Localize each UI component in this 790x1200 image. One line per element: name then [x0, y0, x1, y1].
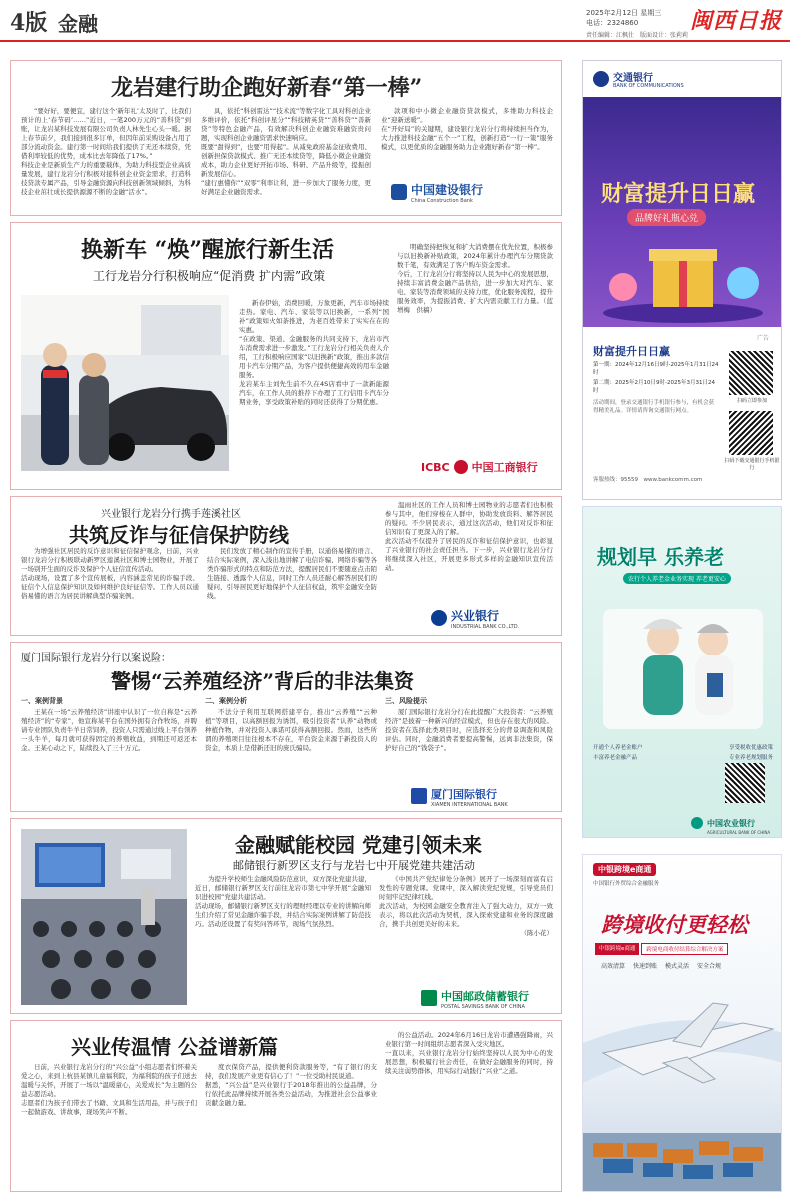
boc-feature: 模式灵活: [665, 963, 690, 970]
cib-logo: [431, 605, 519, 630]
masthead: [0, 0, 790, 42]
boc-feature: 安全合规: [697, 963, 722, 970]
psbc-logo: [421, 985, 529, 1010]
article-credit: （陈小花）: [520, 929, 553, 937]
abc-feature: 享受税收优惠政策: [728, 745, 773, 751]
article-column: [379, 875, 553, 979]
article-title: 龙岩建行助企跑好新春“第一棒”: [111, 75, 423, 101]
psbc-name: 中国邮政储蓄银行: [441, 990, 529, 1003]
article-title: 换新车 “焕”醒旅行新生活: [81, 237, 334, 263]
section-text: 厦门国际银行龙岩分行在此提醒广大投资者：“云养殖经济”是披着一种新兴的经营模式，但也存在很大的风险。投资者在选择此类项目时，应选择充分的背景调查和风险评估。同时，金融消费者要提高警惕，远离非法集资，保护好自己的“钱袋子”。: [385, 708, 553, 752]
boc-headline: 跨境收付更轻松: [601, 912, 748, 937]
article-column: 为提升学校师生金融风险防范意识，双方深化党建共建，近日，邮储银行新罗区支行前往龙岩市第七中学开展“金融知识进校园”党建共建活动。 活动现场，邮储银行新罗区支行的理财经理以专业的讲解向师生们介绍了常见金融诈骗手段，并结合实际案例讲解了防范技巧。活动还设置了有奖问答环节，现场气氛热烈。: [195, 875, 371, 928]
article-column: 度衣保贷产品，提供便利贷款服务等，“有了银行的支持，我们发展产业更有信心了！”一位受助村民说道。 据悉，“兴公益”是兴业银行于2018年推出的公益品牌，分行依托此品牌持续开展各类公益活动，为推进社会公益事业贡献金融力量。: [205, 1063, 377, 1107]
boc-badge: 中银跨境e商通: [593, 863, 656, 876]
article-column: 具，依托“科创雷达”“技术流”等数字化工具对科创企业多维评价，依托“科创评星分”“科技精英贷”“善科贷”“善新贷”等特色金融产品，有效解决科创企业融资难融资贵问题，实现科创企业融资需求快速响应。 既要“甜得到”，也要“用得起”。从减免政府基金征收费用、创新担保贷款模式、推广无还本续贷等，降低小微企业融资成本，助力企业更好开拓市场、科研、产品升级等，提振创新发展信心。 “建行惠懂你”“双零”利率让利，进一步加大了服务力度，更好满足企业融资需求。: [201, 107, 371, 196]
issue-meta: [586, 8, 661, 28]
ccb-logo-icon: [391, 184, 407, 200]
boc-ad: [582, 854, 782, 1192]
classroom-illustration: [21, 829, 187, 1005]
article-kicker: 兴业银行龙岩分行携手莲溪社区: [101, 509, 241, 520]
article-icbc: [10, 222, 562, 490]
article-cib: [10, 496, 562, 636]
article-title: 警惕“云养殖经济”背后的非法集资: [111, 669, 415, 693]
bocom-qr1-label: 扫码立即参加: [736, 398, 767, 404]
bocom-hotline: 客服热线：95559 www.bankcomm.com: [593, 477, 703, 483]
page-number: 4版: [10, 10, 48, 36]
article-xib: [10, 642, 562, 812]
article-column: 的公益活动。2024年6月16日龙岩市遭遇强降雨，兴业银行第一时间组织志愿者深入受灾地区。 一直以来，兴业银行龙岩分行始终坚持以人民为中心的发展思想，积极履行社会责任，在做好金融服务的同时，持续关注弱势群体，用实际行动践行“兴业”之道。: [385, 1031, 553, 1075]
cib-logo-icon: [431, 610, 447, 626]
article-subtitle: 工行龙岩分行积极响应“促消费 扩内需”政策: [93, 269, 326, 283]
xib-name: 厦门国际银行: [431, 788, 497, 801]
bocom-period2: 第二期：2025年2月10日9时-2025年3月31日24时: [593, 380, 715, 394]
icbc-name-en: ICBC: [421, 460, 450, 474]
bocom-desc: 活动期间，登录交通银行手机银行参与，有机会获得精美礼品。详情请咨询交通银行网点。: [593, 400, 715, 414]
article-column-2: [205, 695, 377, 807]
abc-name: 中国农业银行: [707, 819, 755, 828]
bocom-name-en: BANK OF COMMUNICATIONS: [613, 83, 684, 89]
psbc-logo-icon: [421, 990, 437, 1006]
classroom-photo: [21, 829, 187, 1005]
issue-date: 2025年2月12日: [586, 9, 639, 17]
ccb-logo: [391, 179, 483, 204]
article-column-1: [21, 695, 197, 807]
bocom-title2: 财富提升日日赢: [593, 345, 670, 358]
boc-pill: 跨境电商收付结算综合解决方案: [641, 943, 728, 955]
section-text: 《中国共产党纪律处分条例》展开了一场深刻而富有启发性的专题党课。党课中，深入解读党纪党规，引导党员们时刻牢记纪律红线。 此次活动，为校园金融安全教育注入了强大动力，双方一致表示，将以此次活动为契机，深入探索党建和业务的深度融合，携手共创更美好的未来。: [379, 875, 553, 928]
icbc-name: 中国工商银行: [471, 461, 538, 474]
section-heading: 二、案例分析: [205, 697, 247, 705]
article-psbc: [10, 818, 562, 1014]
boc-feature: 快速到账: [633, 963, 658, 970]
xib-logo: [411, 783, 508, 808]
cib-name: 兴业银行: [451, 609, 500, 623]
abc-qr: [725, 763, 765, 803]
cib-name-en: INDUSTRIAL BANK CO.,LTD.: [451, 624, 520, 630]
paper-logo: 闽西日报: [690, 8, 783, 34]
car-showroom-illustration: [21, 295, 229, 471]
bocom-qr2: [729, 411, 773, 455]
abc-feature: 专业养老规划服务: [728, 755, 773, 761]
car-showroom-photo: [21, 295, 229, 471]
article-title: 共筑反诈与征信保护防线: [69, 523, 289, 547]
section-title: 金融: [58, 12, 98, 36]
article-column: 日前，兴业银行龙岩分行的“兴公益”小组志愿者们怀着关爱之心，来到上杭县某镇儿童福利院，为福利院的孩子们送去温暖与关怀，开展了一场以“温暖童心，关爱成长”为主题的公益志愿活动。 志愿者们为孩子们带去了书籍、文具和生活用品，并与孩子们一起做游戏、讲故事，现场笑声不断。: [21, 1063, 197, 1116]
issue-weekday: 星期三: [640, 9, 662, 17]
editor-credit: 责任编辑：江枫仕 版面设计：张莉莉: [586, 32, 689, 39]
abc-name-en: AGRICULTURAL BANK OF CHINA: [707, 830, 771, 835]
boc-feature: 高效清算: [601, 963, 626, 970]
xib-logo-icon: [411, 788, 427, 804]
airplane-illustration: [583, 983, 782, 1192]
abc-features: [593, 743, 773, 763]
bocom-ad: [582, 60, 782, 500]
bocom-qr2-label: 扫码下载交通银行手机银行: [724, 458, 780, 471]
article-cib-charity: [10, 1020, 562, 1192]
article-title: 兴业传温情 公益谱新篇: [71, 1035, 278, 1059]
article-ccb: [10, 60, 562, 216]
abc-headline: 规划早 乐养老: [597, 545, 724, 569]
issue-phone: 电话：2324860: [586, 19, 639, 27]
section-heading: 三、风险提示: [385, 697, 427, 705]
abc-feature: 丰富养老金融产品: [593, 755, 638, 761]
article-subtitle: 邮储银行新罗区支行与龙岩七中开展党建共建活动: [233, 859, 475, 872]
section-text: 王某在一场“云养殖经济”讲座中认识了一位自称是“云养殖经济”的“专家”，他宣称某平台在国外拥有合作牧场，并聘请专业团队负责牛羊日常饲养，投资人只需通过线上平台领养一头牛羊，每月就可获得固定的养殖收益，到期还可返还本金。王某心动之下，陆续投入了三十万元。: [21, 708, 197, 752]
boc-sub: 中国银行外贸综合金融服务: [593, 881, 660, 887]
abc-feature: 开通个人养老金账户: [593, 745, 643, 751]
article-column-3: [385, 695, 553, 779]
psbc-name-en: POSTAL SAVINGS BANK OF CHINA: [441, 1004, 525, 1010]
abc-tagline: 农行个人养老金业务实现 养老更安心: [623, 573, 731, 584]
article-title: 金融赋能校园 党建引领未来: [235, 833, 482, 857]
article-column: 民们发放了精心制作的宣传手册，以通俗易懂的语言、结合实际案例，深入浅出地讲解了电信诈骗、网络诈骗等各类诈骗形式的特点和防范方法，提醒居民们不要随意点击陌生链接、透露个人信息，同时工作人员还耐心解答居民们的疑问，引导居民更好地保护个人征信权益，筑牢金融安全防线。: [207, 547, 377, 600]
article-column: 温雨社区的工作人员和博士园物业的志愿者们也积极参与其中，他们穿梭在人群中，协助发放资料、解答居民的疑问。不少居民表示，通过这次活动，他们对反诈和征信知识有了更深入的了解。 此次活动不仅提升了居民的反诈和征信保护意识，也彰显了兴业银行的社会责任担当。下一步，兴业银行龙岩分行将继续深入社区，开展更多形式多样的金融知识宣传活动。: [385, 501, 553, 572]
bocom-ad-visual: [583, 97, 782, 327]
bocom-qr1: [729, 351, 773, 395]
article-kicker: 厦门国际银行龙岩分行以案说险：: [21, 653, 171, 664]
elderly-couple-illustration: [583, 589, 782, 739]
icbc-logo: [421, 459, 538, 475]
ccb-name-en: China Construction Bank: [411, 198, 473, 204]
section-heading: 一、案例背景: [21, 697, 63, 705]
abc-ad: [582, 506, 782, 838]
article-column: 新春伊始，消费回暖，万象更新，汽车市场持续走热。家电、汽车、家装等以旧换新，一系列“国补”政策如火如荼推进，为老百姓带来了实实在在的实惠。 “在政策、渠道、金融服务的共同支持下，龙岩市汽车消费需求进一步激发。”工行龙岩分行相关负责人介绍，工行积极响应国家“以旧换新”政策，推出多款信用卡汽车分期产品，为客户提供便捷高效的用车金融服务。 龙岩某车主刘先生前不久在4S店看中了一款新能源汽车，在工作人员的推荐下办理了工行信用卡汽车分期业务，享受政策补贴的同时还获得了分期优惠。: [239, 299, 389, 406]
bocom-period1: 第一期：2024年12月16日9时-2025年1月31日24时: [593, 362, 719, 376]
section-text: 不法分子利用互联网搭建平台，推出“云养殖”“云种植”等项目，以高额回报为诱饵，吸引投资者“认养”动物或种植作物，并对投资人承诺可获得高额回报。然而，这些所谓的养殖项目往往根本不存在，平台资金来源于新投资人的资金，本质上是借新还旧的庞氏骗局。: [205, 708, 377, 752]
article-column: “要好好，要便宜，建行这个‘新年礼’太及时了，比我们预计的上‘春节码’……”近日，一笔200万元的“善科贷”到账，让龙岩某科技发展有限公司负责人林先生心头一暖。据上春节前夕，我们接到很多订单，但因年前采购设备占用了部分流动资金。建行第一时间给我们提供了无还本续贷，凭借利率较低的优势，成本比去年降低了17%。” 科技企业是新质生产力的重要载体，为助力科技型企业高质量发展，建行龙岩分行积极对接科创企业资金需求，打造科技贷款专属产品，引导金融资源向科技创新领域倾斜，为科技企业茁壮成长提供源源不断的金融“活水”。: [21, 107, 191, 196]
gift-illustration: [583, 217, 782, 327]
bocom-tagline: 品牌好礼瓶心兑: [627, 209, 706, 226]
boc-features: [601, 961, 721, 970]
article-column: 为增强社区居民的反诈意识和征信保护观念，日前，兴业银行龙岩分行积极联动新罗区莲溪社区和博士园物业，开展了一场别开生面的反诈及保护个人征信宣传活动。 活动现场，设置了多个宣传展板，内容涵盖常见的诈骗手段、征信个人信息保护知识及如何维护良好征信等。工作人员以通俗易懂的语言为居民讲解典型诈骗案例。: [21, 547, 199, 600]
abc-logo-icon: [691, 817, 703, 829]
bocom-headline: 财富提升日日赢: [601, 181, 756, 207]
abc-logo: [691, 811, 770, 835]
bocom-logo-icon: [593, 71, 609, 87]
bocom-small-label: 广告: [757, 335, 770, 342]
boc-pill: 中银跨境e商通: [595, 943, 639, 955]
article-column: 款项和中小微企业融资贷款模式，多维助力科技企业“迎新送暖”。 在“开好局”的关键期，建设银行龙岩分行将持续担当作为，大力推进科技金融“五个一”工程，创新打造“一行一策”服务模式，以更优质的金融服务助力企业跑好新春“第一棒”。: [381, 107, 553, 151]
bocom-ad-header: [583, 61, 782, 97]
ccb-name: 中国建设银行: [411, 183, 484, 197]
bocom-name: 交通银行: [613, 73, 653, 84]
article-column: 明确坚持把恢复和扩大消费摆在优先位置，积极参与以旧换新补贴政策，2024年累计办理汽车分期贷款数千笔，有效满足了客户购车资金需求。 今后，工行龙岩分行将坚持以人民为中心的发展思想，持续丰富消费金融产品供给，进一步加大对汽车、家电、家装等消费领域的支持力度，优化服务流程，提升服务效率，为提振消费、扩大内需贡献工行力量。（蓝增梅 供稿）: [397, 243, 553, 314]
icbc-logo-icon: [454, 460, 468, 474]
boc-pill-row: [595, 943, 728, 955]
xib-name-en: XIAMEN INTERNATIONAL BANK: [431, 802, 508, 808]
